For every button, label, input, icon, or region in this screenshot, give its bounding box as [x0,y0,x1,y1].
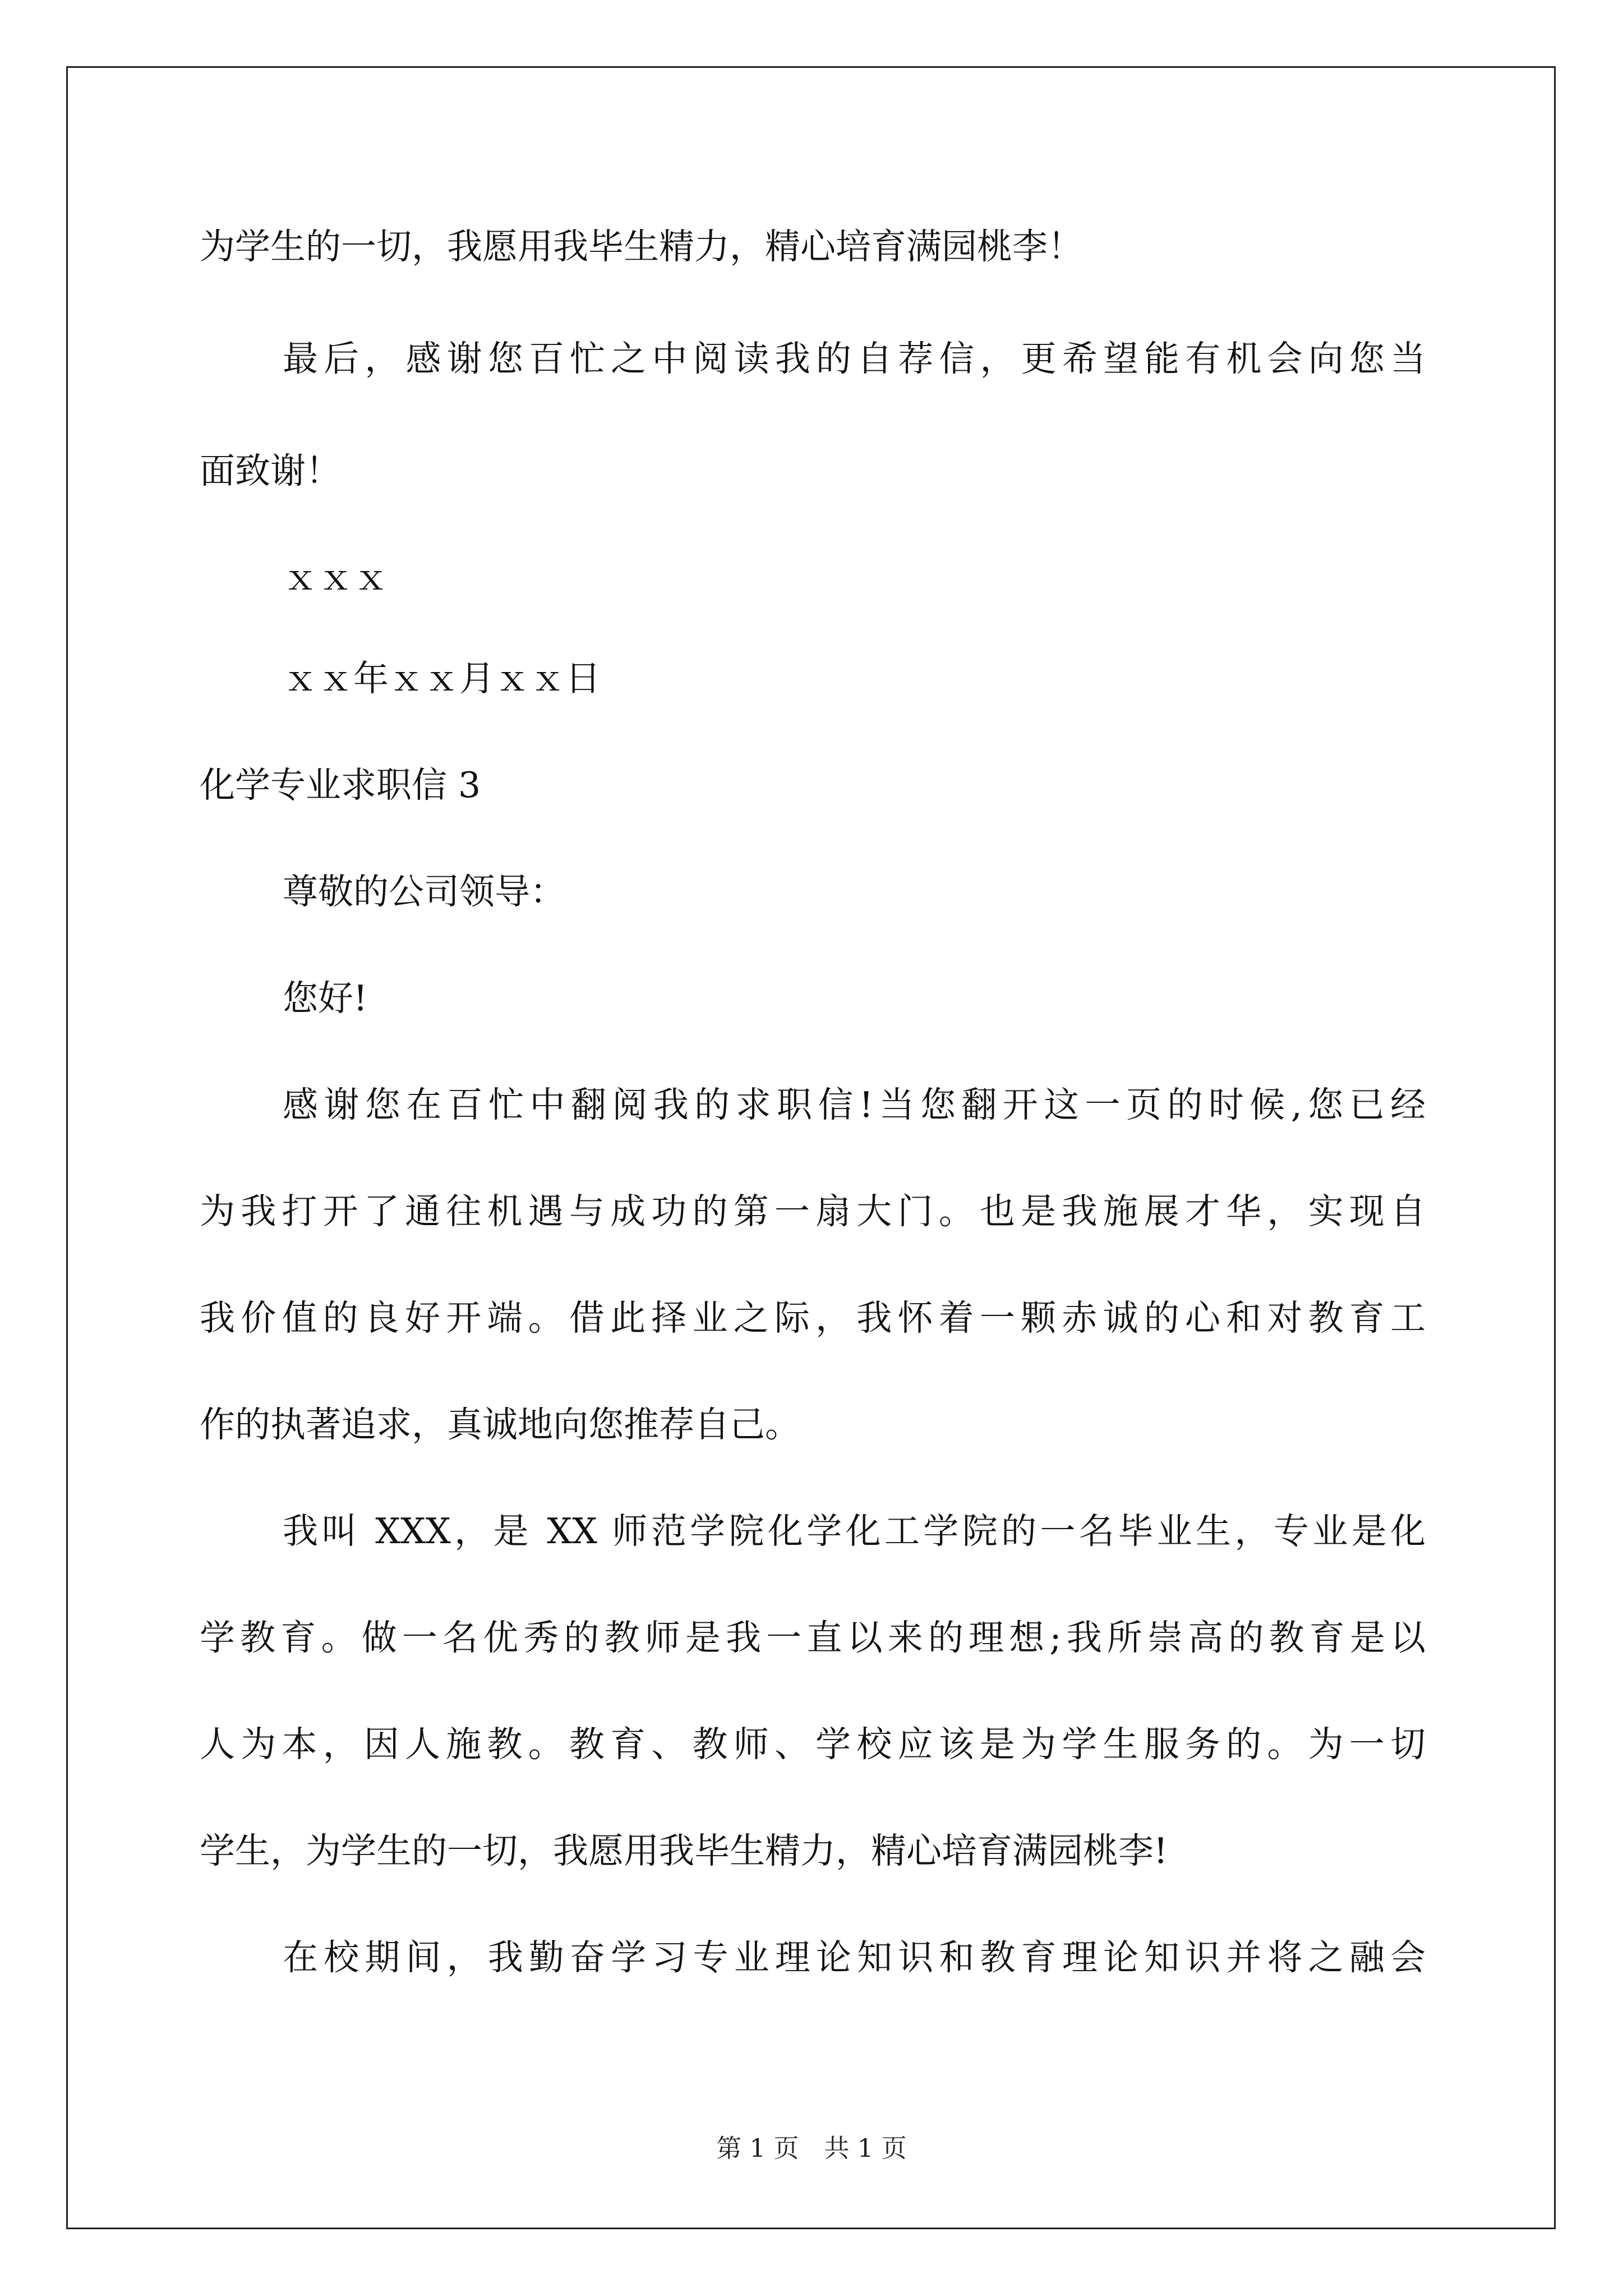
text-line: 为学生的一切，我愿用我毕生精力，精心培育满园桃李！ [200,226,1083,267]
signature-name: ｘｘｘ [283,557,389,598]
page-border [66,66,1556,2229]
text-line: 我价值的良好开端。借此择业之际，我怀着一颗赤诚的心和对教育工 [200,1297,1426,1338]
text-line: 我叫 XXX，是 XX 师范学院化学化工学院的一名毕业生，专业是化 [283,1511,1426,1552]
page-footer: 第 1 页 共 1 页 [716,2133,907,2163]
text-line: 面致谢！ [200,450,341,491]
greeting: 您好! [283,978,368,1019]
signature-date: ｘｘ年ｘｘ月ｘｘ日 [283,658,601,699]
text-line: 为我打开了通往机遇与成功的第一扇大门。也是我施展才华，实现自 [200,1191,1426,1232]
text-line: 在校期间，我勤奋学习专业理论知识和教育理论知识并将之融会 [283,1937,1426,1978]
text-line: 感谢您在百忙中翻阅我的求职信!当您翻开这一页的时候,您已经 [283,1084,1426,1125]
text-line: 作的执著追求，真诚地向您推荐自己。 [200,1404,800,1445]
text-line: 最后，感谢您百忙之中阅读我的自荐信，更希望能有机会向您当 [283,338,1426,379]
section-title: 化学专业求职信 3 [200,765,481,806]
salutation: 尊敬的公司领导： [283,871,565,912]
text-line: 人为本，因人施教。教育、教师、学校应该是为学生服务的。为一切 [200,1724,1426,1765]
text-line: 学教育。做一名优秀的教师是我一直以来的理想;我所崇高的教育是以 [200,1617,1426,1658]
text-line: 学生，为学生的一切，我愿用我毕生精力，精心培育满园桃李! [200,1830,1168,1871]
